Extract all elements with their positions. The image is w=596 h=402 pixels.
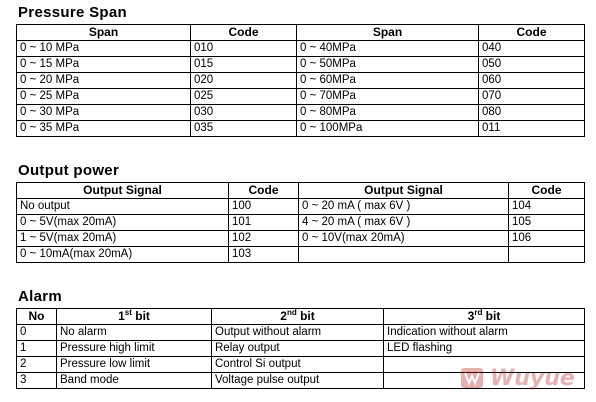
code-cell: 106 bbox=[509, 231, 585, 247]
header-output-signal: Output Signal bbox=[17, 183, 229, 199]
signal-cell: 0 ~ 5V(max 20mA) bbox=[17, 215, 229, 231]
code-cell: 105 bbox=[509, 215, 585, 231]
span-cell: 0 ~ 100MPa bbox=[297, 121, 479, 137]
span-cell: 0 ~ 15 MPa bbox=[17, 57, 191, 73]
no-cell: 3 bbox=[17, 373, 57, 389]
code-cell: 104 bbox=[509, 199, 585, 215]
header-code: Code bbox=[509, 183, 585, 199]
code-cell: 100 bbox=[229, 199, 299, 215]
span-cell: 0 ~ 50MPa bbox=[297, 57, 479, 73]
span-cell: 0 ~ 25 MPa bbox=[17, 89, 191, 105]
first-bit-cell: Pressure high limit bbox=[57, 341, 212, 357]
signal-cell: 4 ~ 20 mA ( max 6V ) bbox=[299, 215, 509, 231]
code-cell: 070 bbox=[479, 89, 585, 105]
table-header-row bbox=[17, 309, 585, 325]
no-cell: 2 bbox=[17, 357, 57, 373]
logo-mark-icon bbox=[460, 365, 486, 391]
table-row bbox=[17, 121, 585, 137]
signal-cell: No output bbox=[17, 199, 229, 215]
code-cell: 011 bbox=[479, 121, 585, 137]
table-row bbox=[17, 341, 585, 357]
header-span: Span bbox=[297, 25, 479, 41]
header-no: No bbox=[17, 309, 57, 325]
table-row bbox=[17, 199, 585, 215]
code-cell: 080 bbox=[479, 105, 585, 121]
signal-cell: 0 ~ 10mA(max 20mA) bbox=[17, 247, 229, 263]
code-cell: 103 bbox=[229, 247, 299, 263]
table-row bbox=[17, 325, 585, 341]
code-cell: 035 bbox=[191, 121, 297, 137]
header-output-signal: Output Signal bbox=[299, 183, 509, 199]
watermark-logo bbox=[460, 360, 590, 396]
table-row bbox=[17, 105, 585, 121]
third-bit-cell: LED flashing bbox=[384, 341, 585, 357]
output-power-title: Output power bbox=[18, 162, 120, 179]
header-first-bit: 1st bit bbox=[57, 309, 212, 325]
table-row bbox=[17, 57, 585, 73]
table-row bbox=[17, 231, 585, 247]
code-cell: 015 bbox=[191, 57, 297, 73]
first-bit-cell: No alarm bbox=[57, 325, 212, 341]
signal-cell bbox=[299, 247, 509, 263]
table-header-row bbox=[17, 183, 585, 199]
span-cell: 0 ~ 80MPa bbox=[297, 105, 479, 121]
code-cell: 020 bbox=[191, 73, 297, 89]
watermark-text: Wuyue bbox=[490, 365, 575, 391]
span-cell: 0 ~ 60MPa bbox=[297, 73, 479, 89]
second-bit-cell: Relay output bbox=[212, 341, 384, 357]
third-bit-cell: Indication without alarm bbox=[384, 325, 585, 341]
code-cell: 060 bbox=[479, 73, 585, 89]
header-second-bit: 2nd bit bbox=[212, 309, 384, 325]
header-code: Code bbox=[479, 25, 585, 41]
no-cell: 1 bbox=[17, 341, 57, 357]
signal-cell: 1 ~ 5V(max 20mA) bbox=[17, 231, 229, 247]
second-bit-cell: Control Si output bbox=[212, 357, 384, 373]
pressure-span-table bbox=[16, 24, 585, 137]
signal-cell: 0 ~ 10V(max 20mA) bbox=[299, 231, 509, 247]
alarm-title: Alarm bbox=[18, 288, 63, 305]
code-cell: 101 bbox=[229, 215, 299, 231]
code-cell: 025 bbox=[191, 89, 297, 105]
code-cell: 102 bbox=[229, 231, 299, 247]
first-bit-cell: Pressure low limit bbox=[57, 357, 212, 373]
first-bit-cell: Band mode bbox=[57, 373, 212, 389]
header-span: Span bbox=[17, 25, 191, 41]
header-code: Code bbox=[191, 25, 297, 41]
code-cell bbox=[509, 247, 585, 263]
span-cell: 0 ~ 35 MPa bbox=[17, 121, 191, 137]
span-cell: 0 ~ 10 MPa bbox=[17, 41, 191, 57]
code-cell: 010 bbox=[191, 41, 297, 57]
table-row bbox=[17, 73, 585, 89]
table-header-row bbox=[17, 25, 585, 41]
table-row bbox=[17, 41, 585, 57]
output-power-table bbox=[16, 182, 585, 263]
signal-cell: 0 ~ 20 mA ( max 6V ) bbox=[299, 199, 509, 215]
code-cell: 050 bbox=[479, 57, 585, 73]
span-cell: 0 ~ 40MPa bbox=[297, 41, 479, 57]
code-cell: 040 bbox=[479, 41, 585, 57]
span-cell: 0 ~ 30 MPa bbox=[17, 105, 191, 121]
table-row bbox=[17, 247, 585, 263]
code-cell: 030 bbox=[191, 105, 297, 121]
table-row bbox=[17, 89, 585, 105]
pressure-span-title: Pressure Span bbox=[18, 4, 127, 21]
second-bit-cell: Output without alarm bbox=[212, 325, 384, 341]
header-code: Code bbox=[229, 183, 299, 199]
header-third-bit: 3rd bit bbox=[384, 309, 585, 325]
no-cell: 0 bbox=[17, 325, 57, 341]
span-cell: 0 ~ 70MPa bbox=[297, 89, 479, 105]
table-row bbox=[17, 215, 585, 231]
span-cell: 0 ~ 20 MPa bbox=[17, 73, 191, 89]
second-bit-cell: Voltage pulse output bbox=[212, 373, 384, 389]
